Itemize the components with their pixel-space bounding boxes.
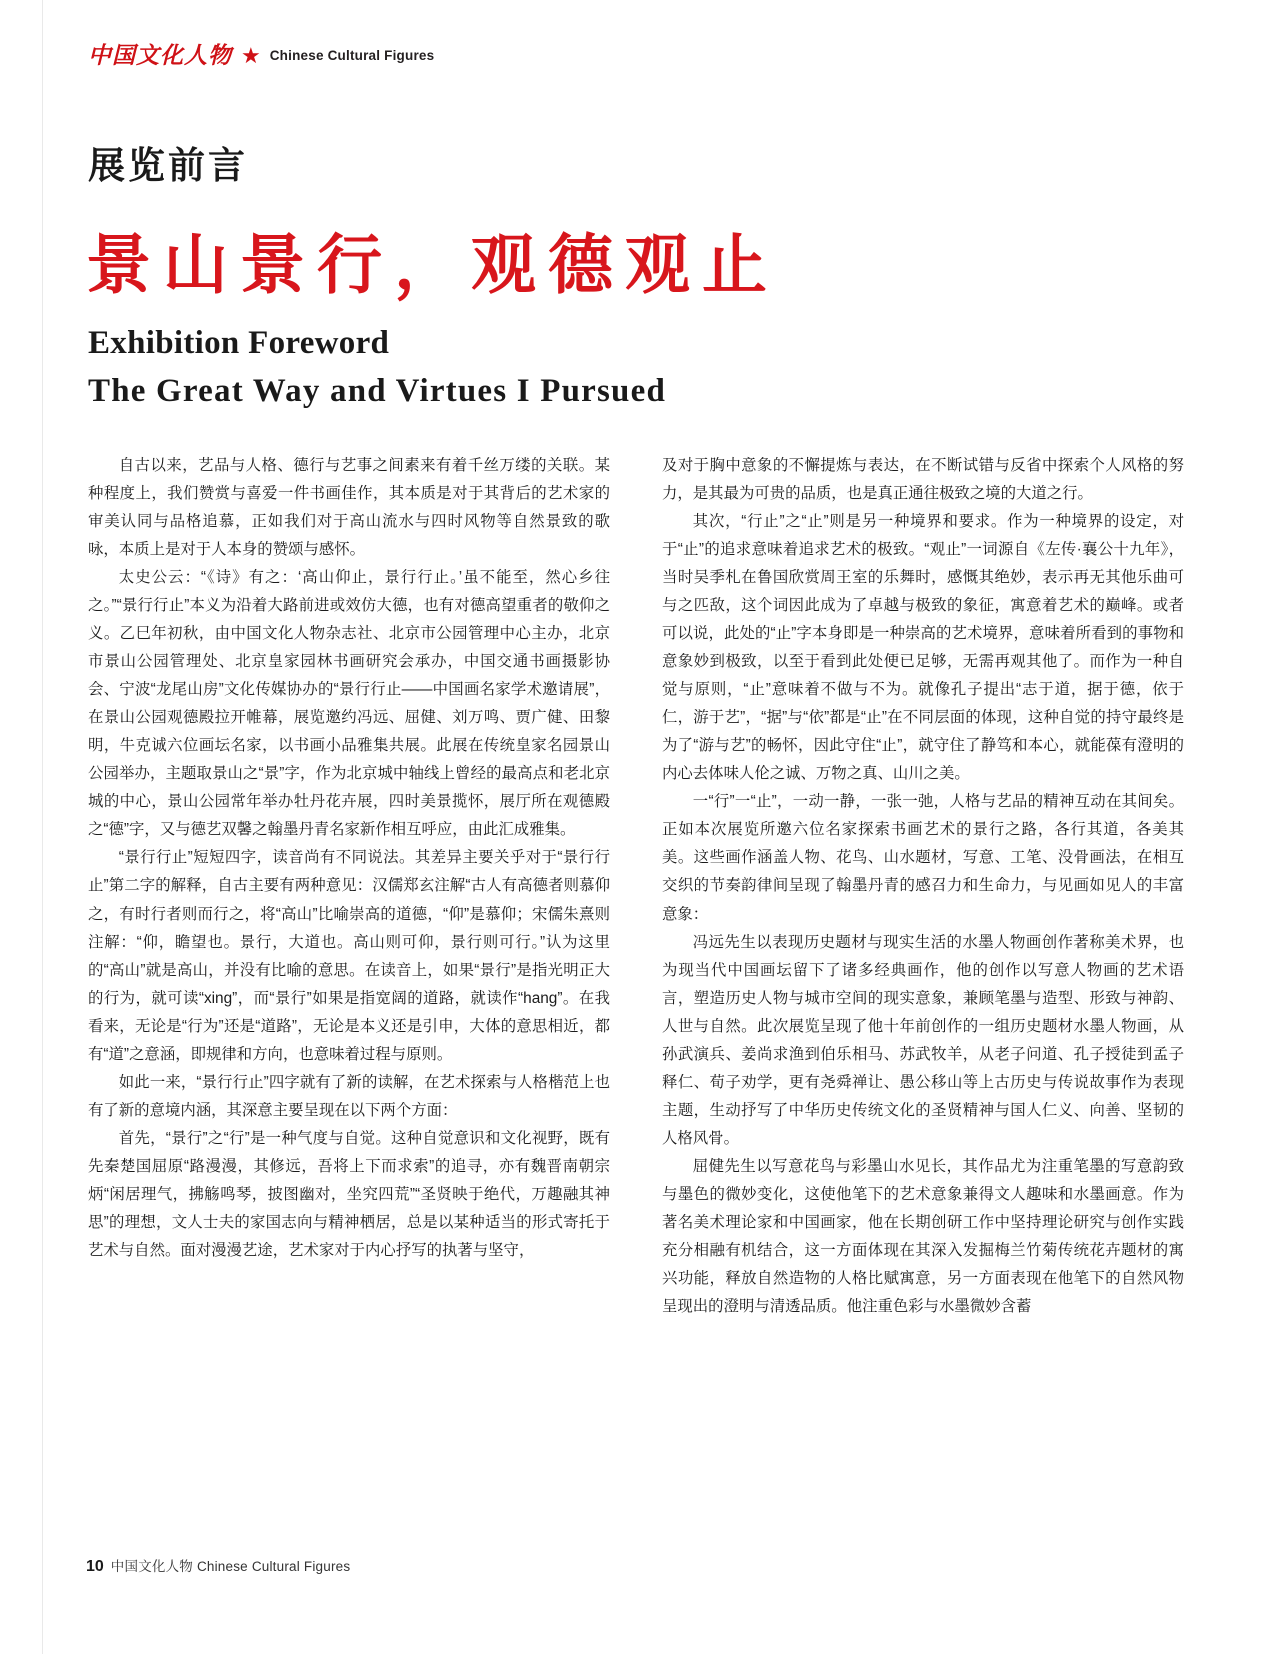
section-kicker: 展览前言 bbox=[88, 145, 248, 186]
paragraph: 一“行”一“止”，一动一静，一张一弛，人格与艺品的精神互动在其间矣。正如本次展览所邀六位名家探索书画艺术的景行之路，各行其道，各美其美。这些画作涵盖人物、花鸟、山水题材，写意、工笔、没骨画法，在相互交织的节奏韵律间呈现了翰墨丹青的感召力和生命力，与见画如见人的丰富意象： bbox=[662, 793, 1184, 923]
paragraph: 其次，“行止”之“止”则是另一种境界和要求。作为一种境界的设定，对于“止”的追求意味着追求艺术的极致。“观止”一词源自《左传·襄公十九年》，当时吴季札在鲁国欣赏周王室的乐舞时，感慨其绝妙，表示再无其他乐曲可与之匹敌，这个词因此成为了卓越与极致的象征，寓意着艺术的巅峰。或者可以说，此处的“止”字本身即是一种崇高的艺术境界，意味着所看到的事物和意象妙到极致，以至于看到此处便已足够，无需再观其他了。而作为一种自觉与原则，“止”意味着不做与不为。就像孔子提出“志于道，据于德，依于仁，游于艺”，“据”与“依”都是“止”在不同层面的体现，这种自觉的持守最终是为了“游与艺”的畅怀，因此守住“止”，就守住了静笃和本心，就能葆有澄明的内心去体味人伦之诚、万物之真、山川之美。 bbox=[662, 513, 1184, 783]
masthead-chinese-logo: 中国文化人物 bbox=[88, 43, 232, 68]
paragraph: 屈健先生以写意花鸟与彩墨山水见长，其作品尤为注重笔墨的写意韵致与墨色的微妙变化，这使他笔下的艺术意象兼得文人趣味和水墨画意。作为著名美术理论家和中国画家，他在长期创研工作中坚持理论研究与创作实践充分相融有机结合，这一方面体现在其深入发掘梅兰竹菊传统花卉题材的寓兴功能，释放自然造物的人格比赋寓意，另一方面表现在他笔下的自然风物呈现出的澄明与清透品质。他注重色彩与水墨微妙含蓄 bbox=[662, 1157, 1184, 1315]
english-subtitle-line-2: The Great Way and Virtues I Pursued bbox=[88, 372, 667, 409]
english-subtitle bbox=[88, 320, 666, 416]
masthead bbox=[88, 44, 434, 67]
star-icon: ★ bbox=[241, 42, 261, 68]
paragraph: “景行行止”短短四字，读音尚有不同说法。其差异主要关乎对于“景行行止”第二字的解释，自古主要有两种意见：汉儒郑玄注解“古人有高德者则慕仰之，有时行者则而行之，将“高山”比喻崇高的道德，“仰”是慕仰；宋儒朱熹则注解：“仰，瞻望也。景行，大道也。高山则可仰，景行则可行。”认为这里的“高山”就是高山，并没有比喻的意思。在读音上，如果“景行”是指光明正大的行为，就可读“xing”，而“景行”如果是指宽阔的道路，就读作“hang”。在我看来，无论是“行为”还是“道路”，无论是本义还是引申，大体的意思相近，都有“道”之意涵，即规律和方向，也意味着过程与原则。 bbox=[88, 849, 610, 1063]
paragraph: 及对于胸中意象的不懈提炼与表达，在不断试错与反省中探索个人风格的努力，是其最为可贵的品质，也是真正通往极致之境的大道之行。 bbox=[662, 457, 1184, 503]
paragraph: 冯远先生以表现历史题材与现实生活的水墨人物画创作著称美术界，也为现当代中国画坛留下了诸多经典画作，他的创作以写意人物画的艺术语言，塑造历史人物与城市空间的现实意象，兼顾笔墨与造型、形致与神韵、人世与自然。此次展览呈现了他十年前创作的一组历史题材水墨人物画，从孙武演兵、姜尚求渔到伯乐相马、苏武牧羊，从老子问道、孔子授徒到孟子释仁、荀子劝学，更有尧舜禅让、愚公移山等上古历史与传说故事作为表现主题，生动抒写了中华历史传统文化的圣贤精神与国人仁义、向善、坚韧的人格风骨。 bbox=[662, 933, 1184, 1147]
page-footer bbox=[86, 1555, 350, 1576]
english-subtitle-line-1: Exhibition Foreword bbox=[88, 325, 390, 361]
paragraph: 太史公云：“《诗》有之：‘高山仰止，景行行止。’虽不能至，然心乡往之。”“景行行止”本义为沿着大路前进或效仿大德，也有对德高望重者的敬仰之义。乙巳年初秋，由中国文化人物杂志社、北京市公园管理中心主办，北京市景山公园管理处、北京皇家园林书画研究会承办，中国交通书画摄影协会、宁波“龙尾山房”文化传媒协办的“景行行止——中国画名家学术邀请展”，在景山公园观德殿拉开帷幕，展览邀约冯远、屈健、刘万鸣、贾广健、田黎明，牛克诚六位画坛名家，以书画小品雅集共展。此展在传统皇家名园景山公园举办，主题取景山之“景”字，作为北京城中轴线上曾经的最高点和老北京城的中心，景山公园常年举办牡丹花卉展，四时美景揽怀，展厅所在观德殿之“德”字，又与德艺双馨之翰墨丹青名家新作相互呼应，由此汇成雅集。 bbox=[88, 569, 610, 839]
right-column bbox=[662, 452, 1184, 1321]
page-edge-rule bbox=[42, 0, 43, 1654]
paragraph: 首先，“景行”之“行”是一种气度与自觉。这种自觉意识和文化视野，既有先秦楚国屈原“路漫漫，其修远，吾将上下而求索”的追寻，亦有魏晋南朝宗炳“闲居理气，拂觞鸣琴，披图幽对，坐究四荒”“圣贤映于绝代，万趣融其神思”的理想，文人士夫的家国志向与精神栖居，总是以某种适当的形式寄托于艺术与自然。面对漫漫艺途，艺术家对于内心抒写的执著与坚守， bbox=[88, 1129, 610, 1259]
footer-publication-name: 中国文化人物 Chinese Cultural Figures bbox=[110, 1559, 351, 1574]
paragraph: 如此一来，“景行行止”四字就有了新的读解，在艺术探索与人格楷范上也有了新的意境内涵，其深意主要呈现在以下两个方面： bbox=[88, 1073, 610, 1119]
page-number: 10 bbox=[86, 1558, 104, 1575]
left-column bbox=[88, 452, 610, 1321]
article-body bbox=[88, 452, 1184, 1321]
masthead-english-logo: Chinese Cultural Figures bbox=[269, 48, 435, 63]
page-title: 景山景行，观德观止 bbox=[86, 228, 780, 301]
paragraph: 自古以来，艺品与人格、德行与艺事之间素来有着千丝万缕的关联。某种程度上，我们赞赏与喜爱一件书画佳作，其本质是对于其背后的艺术家的审美认同与品格追慕，正如我们对于高山流水与四时风物等自然景致的歌咏，本质上是对于人本身的赞颂与感怀。 bbox=[88, 457, 610, 559]
